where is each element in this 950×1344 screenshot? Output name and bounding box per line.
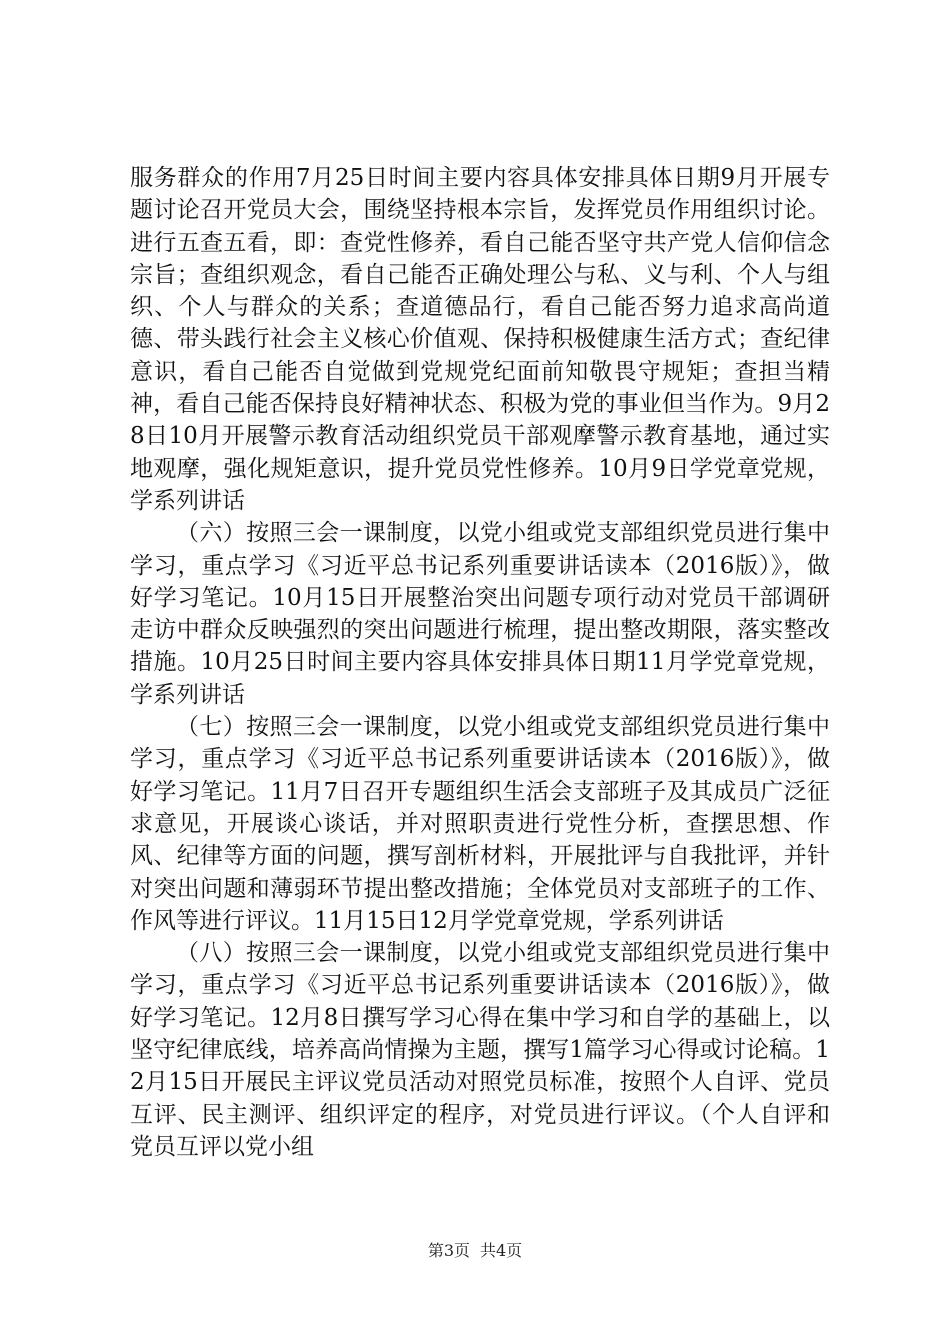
page-footer <box>0 1238 950 1261</box>
page-total: 共4页 <box>480 1241 523 1260</box>
paragraph-continued: 服务群众的作用7月25日时间主要内容具体安排具体日期9月开展专题讨论召开党员大会，围绕坚持根本宗旨，发挥党员作用组织讨论。进行五查五看，即：查党性修养，看自己能否坚守共产党人信仰信念宗旨；查组织观念，看自己能否正确处理公与私、义与利、个人与组织、个人与群众的关系；查道德品行，看自己能否努力追求高尚道德、带头践行社会主义核心价值观、保持积极健康生活方式；查纪律意识，看自己能否自觉做到党规党纪面前知敬畏守规矩；查担当精神，看自己能否保持良好精神状态、积极为党的事业但当作为。9月28日10月开展警示教育活动组织党员干部观摩警示教育基地，通过实地观摩，强化规矩意识，提升党员党性修养。10月9日学党章党规，学系列讲话 <box>130 165 830 514</box>
paragraph-six: （六）按照三会一课制度，以党小组或党支部组织党员进行集中学习，重点学习《习近平总书记系列重要讲话读本（2016版）》，做好学习笔记。10月15日开展整治突出问题专项行动对党员干部调研走访中群众反映强烈的突出问题进行梳理，提出整改期限，落实整改措施。10月25日时间主要内容具体安排具体日期11月学党章党规，学系列讲话 <box>130 520 830 708</box>
document-body <box>130 162 830 1163</box>
paragraph-seven: （七）按照三会一课制度，以党小组或党支部组织党员进行集中学习，重点学习《习近平总书记系列重要讲话读本（2016版）》，做好学习笔记。11月7日召开专题组织生活会支部班子及其成员广泛征求意见，开展谈心谈话，并对照职责进行党性分析，查摆思想、作风、纪律等方面的问题，撰写剖析材料，开展批评与自我批评，并针对突出问题和薄弱环节提出整改措施；全体党员对支部班子的工作、作风等进行评议。11月15日12月学党章党规，学系列讲话 <box>130 714 830 934</box>
page-number: 第3页 <box>427 1241 470 1260</box>
paragraph-eight: （八）按照三会一课制度，以党小组或党支部组织党员进行集中学习，重点学习《习近平总书记系列重要讲话读本（2016版）》，做好学习笔记。12月8日撰写学习心得在集中学习和自学的基础上，以坚守纪律底线，培养高尚情操为主题，撰写1篇学习心得或讨论稿。12月15日开展民主评议党员活动对照党员标准，按照个人自评、党员互评、民主测评、组织评定的程序，对党员进行评议。（个人自评和党员互评以党小组 <box>130 940 830 1160</box>
